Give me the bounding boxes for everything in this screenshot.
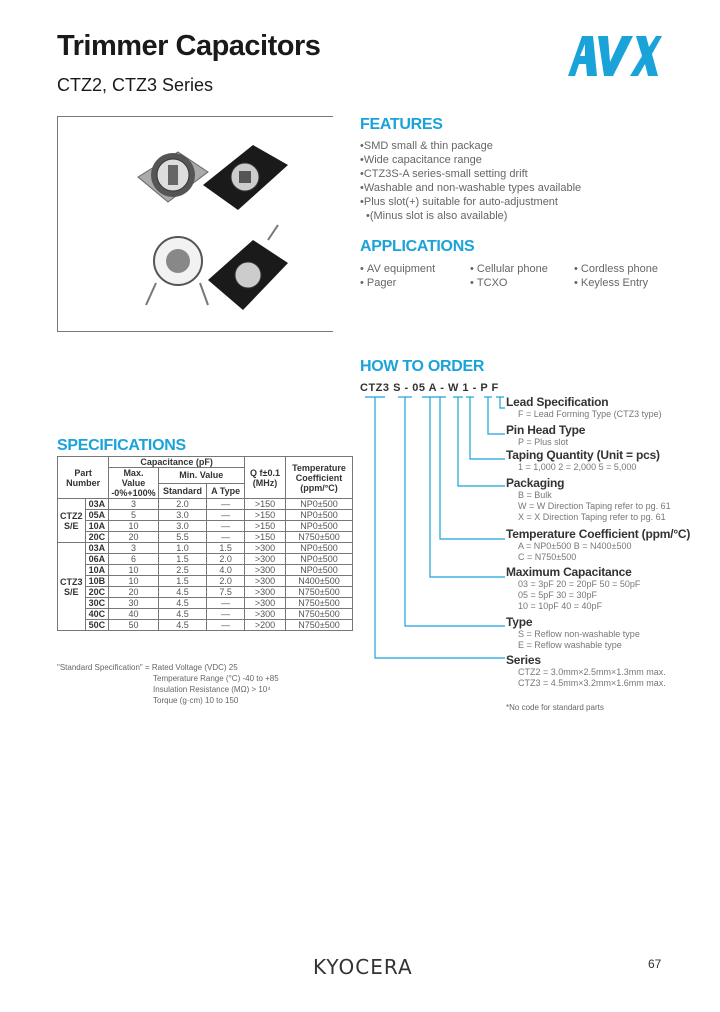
order-connector-lines — [360, 395, 510, 665]
table-cell: NP0±500 — [286, 510, 353, 521]
application-item: Cordless phone — [580, 263, 658, 275]
order-lead-spec — [506, 395, 662, 420]
table-cell: 10 — [109, 576, 158, 587]
order-detail: 05 = 5pF 30 = 30pF — [518, 590, 598, 600]
table-cell: NP0±500 — [286, 543, 353, 554]
table-cell: 5 — [109, 510, 158, 521]
table-cell: 5.5 — [158, 532, 207, 543]
table-cell: 2.5 — [158, 565, 207, 576]
order-detail: 1 = 1,000 2 = 2,000 5 = 5,000 — [518, 462, 637, 472]
order-detail: CTZ3 = 4.5mm×3.2mm×1.6mm max. — [518, 678, 666, 688]
order-label: Packaging — [506, 476, 565, 490]
order-label: Pin Head Type — [506, 423, 586, 437]
table-row — [58, 499, 353, 510]
table-cell: >150 — [245, 510, 286, 521]
table-row — [58, 543, 353, 554]
order-detail: CTZ2 = 3.0mm×2.5mm×1.3mm max. — [518, 667, 666, 677]
table-cell: 4.0 — [207, 565, 245, 576]
table-cell: >200 — [245, 620, 286, 631]
table-cell: 3 — [109, 499, 158, 510]
feature-item: • Plus slot(+) suitable for auto-adjustment — [360, 195, 660, 209]
order-detail: X = X Direction Taping refer to pg. 61 — [518, 512, 666, 522]
order-detail: F = Lead Forming Type (CTZ3 type) — [518, 409, 662, 419]
table-cell: 50 — [109, 620, 158, 631]
table-cell: 10A — [85, 565, 109, 576]
col-q: Q f±0.1 (MHz) — [245, 457, 286, 499]
table-cell: 3.0 — [158, 521, 207, 532]
code-quantity: 1 — [462, 382, 470, 394]
spec-note: Insulation Resistance (MΩ) > 10⁴ — [153, 685, 271, 694]
feature-item-note: (Minus slot is also available) — [369, 210, 508, 222]
table-cell: 4.5 — [158, 598, 207, 609]
features-heading: FEATURES — [360, 116, 443, 133]
col-min-value: Min. Value — [158, 468, 244, 484]
table-cell: 3 — [109, 543, 158, 554]
table-cell: >300 — [245, 576, 286, 587]
table-cell: N750±500 — [286, 532, 353, 543]
table-cell: NP0±500 — [286, 565, 353, 576]
table-cell: N400±500 — [286, 576, 353, 587]
col-temp-coeff: Temperature Coefficient (ppm/°C) — [286, 457, 353, 499]
order-series — [506, 653, 666, 689]
table-cell: N750±500 — [286, 609, 353, 620]
table-row — [58, 620, 353, 631]
table-row — [58, 510, 353, 521]
applications-list: • AV equipment • Cellular phone • Cordless phone • Pager • TCXO • Keyless Entry — [360, 263, 658, 289]
order-detail: A = NP0±500 B = N400±500 — [518, 541, 632, 551]
table-cell: 50C — [85, 620, 109, 631]
series-cell: CTZ3 S/E — [58, 543, 86, 631]
table-row — [58, 598, 353, 609]
specifications-table — [57, 456, 353, 631]
table-row — [58, 532, 353, 543]
series-cell: CTZ2 S/E — [58, 499, 86, 543]
table-cell: 30C — [85, 598, 109, 609]
table-cell: >300 — [245, 609, 286, 620]
specifications-body — [58, 499, 353, 631]
order-label: Lead Specification — [506, 395, 609, 409]
table-cell: NP0±500 — [286, 499, 353, 510]
table-cell: 4.5 — [158, 620, 207, 631]
code-capacitance: 05 — [412, 382, 426, 394]
code-lead: F — [491, 382, 499, 394]
table-cell: 6 — [109, 554, 158, 565]
table-cell: 30 — [109, 598, 158, 609]
table-cell: 40C — [85, 609, 109, 620]
order-packaging — [506, 476, 671, 523]
order-label: Type — [506, 615, 533, 629]
order-detail: S = Reflow non-washable type — [518, 629, 640, 639]
table-cell: >300 — [245, 543, 286, 554]
order-temp-coeff — [506, 527, 690, 563]
table-cell: 40 — [109, 609, 158, 620]
order-code — [360, 382, 499, 394]
application-item: Keyless Entry — [580, 277, 649, 289]
col-capacitance: Capacitance (pF) — [109, 457, 245, 468]
table-cell: 10 — [109, 521, 158, 532]
order-label: Temperature Coefficient (ppm/°C) — [506, 527, 691, 541]
code-series: CTZ3 — [360, 382, 390, 394]
avx-logo — [566, 34, 662, 78]
order-label: Taping Quantity (Unit = pcs) — [506, 448, 660, 462]
table-cell: 1.5 — [207, 543, 245, 554]
trimmer-capacitor-illustration — [58, 117, 333, 331]
spec-note: "Standard Specification" = Rated Voltage (VDC) 25 — [57, 663, 238, 672]
order-pin-head — [506, 423, 585, 448]
col-standard: Standard — [158, 483, 207, 499]
col-part-number: Part Number — [58, 457, 109, 499]
table-cell: N750±500 — [286, 620, 353, 631]
table-cell: >300 — [245, 587, 286, 598]
table-cell: 2.0 — [158, 499, 207, 510]
features-list — [360, 139, 660, 223]
code-temp-coeff: A — [428, 382, 437, 394]
order-detail: C = N750±500 — [518, 552, 577, 562]
feature-item: • Wide capacitance range — [360, 153, 660, 167]
code-dash: - — [472, 382, 477, 394]
table-cell: >150 — [245, 532, 286, 543]
table-cell: 3.0 — [158, 510, 207, 521]
table-cell: 06A — [85, 554, 109, 565]
feature-item — [360, 209, 660, 223]
order-taping-qty — [506, 448, 660, 473]
how-to-order-heading: HOW TO ORDER — [360, 358, 485, 375]
table-cell: 03A — [85, 499, 109, 510]
application-item: Cellular phone — [476, 263, 548, 275]
table-row — [58, 609, 353, 620]
code-type: S — [393, 382, 401, 394]
spec-notes — [57, 662, 357, 706]
table-cell: 1.0 — [158, 543, 207, 554]
table-cell: 10B — [85, 576, 109, 587]
table-cell: 20 — [109, 587, 158, 598]
order-footnote: *No code for standard parts — [506, 703, 604, 712]
order-detail: W = W Direction Taping refer to pg. 61 — [518, 501, 671, 511]
table-cell: — — [207, 609, 245, 620]
table-cell: — — [207, 499, 245, 510]
table-cell: 10A — [85, 521, 109, 532]
page-title: Trimmer Capacitors — [57, 30, 321, 62]
table-cell: 20C — [85, 532, 109, 543]
table-row — [58, 587, 353, 598]
table-cell: 20 — [109, 532, 158, 543]
order-detail: E = Reflow washable type — [518, 640, 622, 650]
kyocera-logo: KYOCERA — [313, 955, 413, 979]
order-label: Series — [506, 653, 541, 667]
table-cell: — — [207, 521, 245, 532]
table-cell: >300 — [245, 554, 286, 565]
table-cell: — — [207, 598, 245, 609]
avx-logo-icon — [566, 34, 662, 78]
table-cell: 4.5 — [158, 587, 207, 598]
order-detail: B = Bulk — [518, 490, 552, 500]
table-row — [58, 554, 353, 565]
code-pin-head: P — [480, 382, 488, 394]
table-row — [58, 521, 353, 532]
col-a-type: A Type — [207, 483, 245, 499]
application-item: AV equipment — [366, 263, 436, 275]
code-dash: - — [404, 382, 409, 394]
spec-note: Temperature Range (°C) -40 to +85 — [153, 674, 279, 683]
table-cell: 4.5 — [158, 609, 207, 620]
table-cell: NP0±500 — [286, 554, 353, 565]
table-cell: 2.0 — [207, 554, 245, 565]
order-label: Maximum Capacitance — [506, 565, 632, 579]
order-detail: 10 = 10pF 40 = 40pF — [518, 601, 603, 611]
table-cell: N750±500 — [286, 598, 353, 609]
table-cell: N750±500 — [286, 587, 353, 598]
table-cell: >150 — [245, 499, 286, 510]
code-dash: - — [440, 382, 445, 394]
table-cell: >300 — [245, 565, 286, 576]
table-cell: 03A — [85, 543, 109, 554]
product-photo — [57, 116, 333, 332]
feature-item: • Washable and non-washable types available — [360, 181, 660, 195]
order-detail: 03 = 3pF 20 = 20pF 50 = 50pF — [518, 579, 641, 589]
table-cell: 05A — [85, 510, 109, 521]
table-cell: 1.5 — [158, 576, 207, 587]
application-item: TCXO — [476, 277, 508, 289]
table-cell: 7.5 — [207, 587, 245, 598]
code-packaging: W — [447, 382, 459, 394]
feature-item: • SMD small & thin package — [360, 139, 660, 153]
page-subtitle: CTZ2, CTZ3 Series — [57, 75, 214, 95]
table-cell: — — [207, 620, 245, 631]
table-cell: >300 — [245, 598, 286, 609]
table-cell: — — [207, 532, 245, 543]
order-type — [506, 615, 640, 651]
table-cell: 1.5 — [158, 554, 207, 565]
feature-item: • CTZ3S-A series-small setting drift — [360, 167, 660, 181]
application-item: Pager — [366, 277, 397, 289]
table-cell: 20C — [85, 587, 109, 598]
table-row — [58, 576, 353, 587]
table-cell: 10 — [109, 565, 158, 576]
order-detail: P = Plus slot — [518, 437, 569, 447]
table-cell: NP0±500 — [286, 521, 353, 532]
applications-heading: APPLICATIONS — [360, 238, 475, 255]
spec-note: Torque (g·cm) 10 to 150 — [153, 696, 239, 705]
order-max-capacitance — [506, 565, 640, 612]
table-cell: 2.0 — [207, 576, 245, 587]
table-row — [58, 565, 353, 576]
specifications-heading: SPECIFICATIONS — [57, 437, 186, 454]
page-number: 67 — [648, 957, 662, 971]
table-cell: — — [207, 510, 245, 521]
table-cell: >150 — [245, 521, 286, 532]
col-max-value: Max. Value -0%+100% — [109, 468, 158, 499]
